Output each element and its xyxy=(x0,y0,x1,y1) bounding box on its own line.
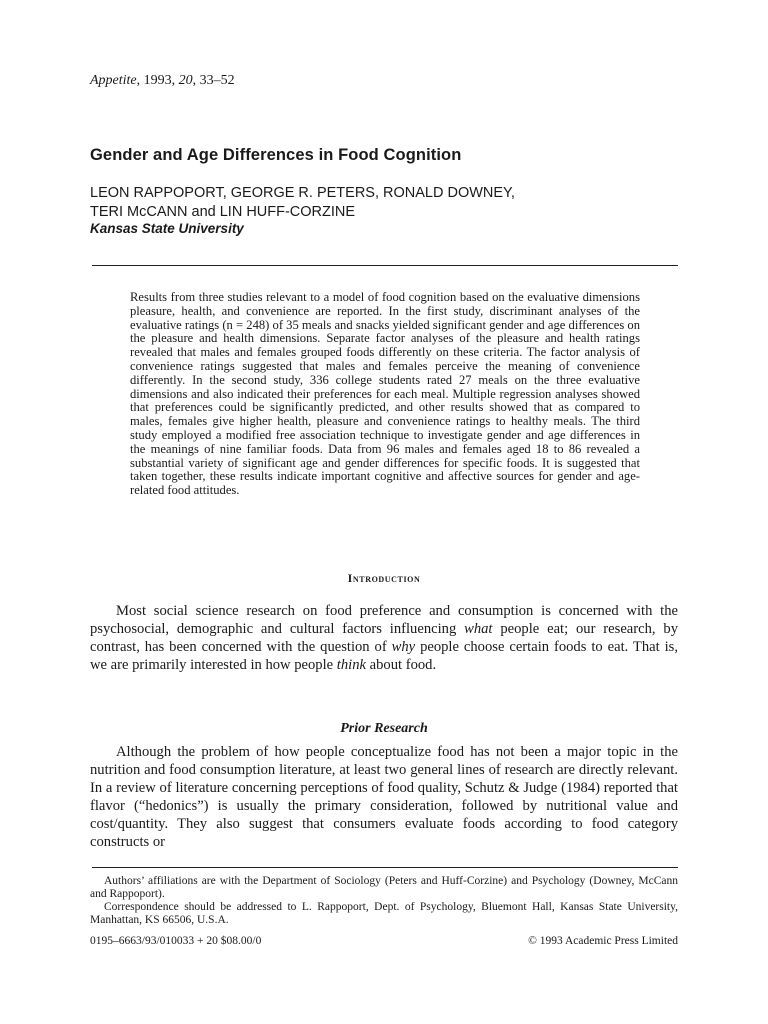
page-footer xyxy=(90,935,678,947)
footnote-affiliations: Authors’ affiliations are with the Department of Sociology (Peters and Huff-Corzine) and Psychology (Downey, McCann and Rappoport). xyxy=(90,875,678,900)
article-title: Gender and Age Differences in Food Cognition xyxy=(90,146,462,164)
journal-year: , 1993, xyxy=(136,73,179,88)
intro-emphasis-what: what xyxy=(464,621,493,637)
author-list xyxy=(90,184,690,222)
journal-volume: 20 xyxy=(178,73,193,88)
abstract-text: Results from three studies relevant to a model of food cognition based on the evaluative dimensions pleasure, health, and convenience are reported. In the first study, discriminant analyses of the evaluative ratings (n = 248) of 35 meals and snacks yielded significant gender and age differences on the pleasure and health dimensions. Separate factor analyses of the pleasure and health ratings revealed that males and females grouped foods differently on these criteria. The factor analysis of convenience ratings suggested that males and females perceive the meaning of convenience differently. In the second study, 336 college students rated 27 meals on the three evaluative dimensions and also indicated their preferences for each meal. Multiple regression analyses showed that preferences could be significantly predicted, and other results showed that as compared to males, females give higher health, pleasure and convenience ratings to healthy meals. The third study employed a modified free association technique to investigate gender and age differences in the meanings of nine familiar foods. Data from 96 males and females aged 18 to 86 revealed a substantial variety of significant age and gender differences for specific foods. It is suggested that taken together, these results indicate important cognitive and affective sources for gender and age-related food attitudes. xyxy=(130,290,640,498)
authors-line-2: TERI McCANN and LIN HUFF-CORZINE xyxy=(90,204,356,220)
prior-research-heading: Prior Research xyxy=(340,721,428,736)
intro-text-3: people choose certain foods to eat. That is, we are primarily interested in how people xyxy=(90,639,678,673)
abstract xyxy=(130,291,640,498)
copyright-notice: © 1993 Academic Press Limited xyxy=(528,935,678,947)
journal-name: Appetite xyxy=(90,73,137,88)
prior-research-body xyxy=(90,743,678,851)
intro-text-1: Most social science research on food preference and consumption is concerned with the psychosocial, demographic and cultural factors influencing xyxy=(90,603,678,637)
intro-emphasis-why: why xyxy=(391,639,416,655)
footnote-correspondence: Correspondence should be addressed to L. Rappoport, Dept. of Psychology, Bluemont Hall, Kansas State University, Manhattan, KS 66506, U.S.A. xyxy=(90,901,678,926)
intro-emphasis-think: think xyxy=(336,657,366,673)
journal-citation xyxy=(90,73,235,89)
introduction-body xyxy=(90,602,678,674)
title-divider xyxy=(92,265,678,266)
intro-text-4: about food. xyxy=(365,657,437,673)
introduction-heading: Introduction xyxy=(347,571,421,585)
prior-research-paragraph: Although the problem of how people conceptualize food has not been a major topic in the nutrition and food consumption literature, at least two general lines of research are directly relevant. In a review of literature concerning perceptions of food quality, Schutz & Judge (1984) reported that flavor (“hedonics”) is usually the primary consideration, followed by nutritional value and cost/quantity. They also suggest that consumers evaluate foods according to food category constructs or xyxy=(90,744,678,850)
footnotes xyxy=(90,875,678,927)
footnote-divider xyxy=(92,867,678,868)
introduction-paragraph xyxy=(90,602,678,674)
intro-text-2: people eat; our research, by contrast, has been concerned with the question of xyxy=(90,621,678,655)
issn-code: 0195–6663/93/010033 + 20 $08.00/0 xyxy=(90,935,262,947)
author-affiliation: Kansas State University xyxy=(90,221,244,236)
authors-line-1: LEON RAPPOPORT, GEORGE R. PETERS, RONALD DOWNEY, xyxy=(90,185,515,201)
journal-pages: , 33–52 xyxy=(192,73,235,88)
